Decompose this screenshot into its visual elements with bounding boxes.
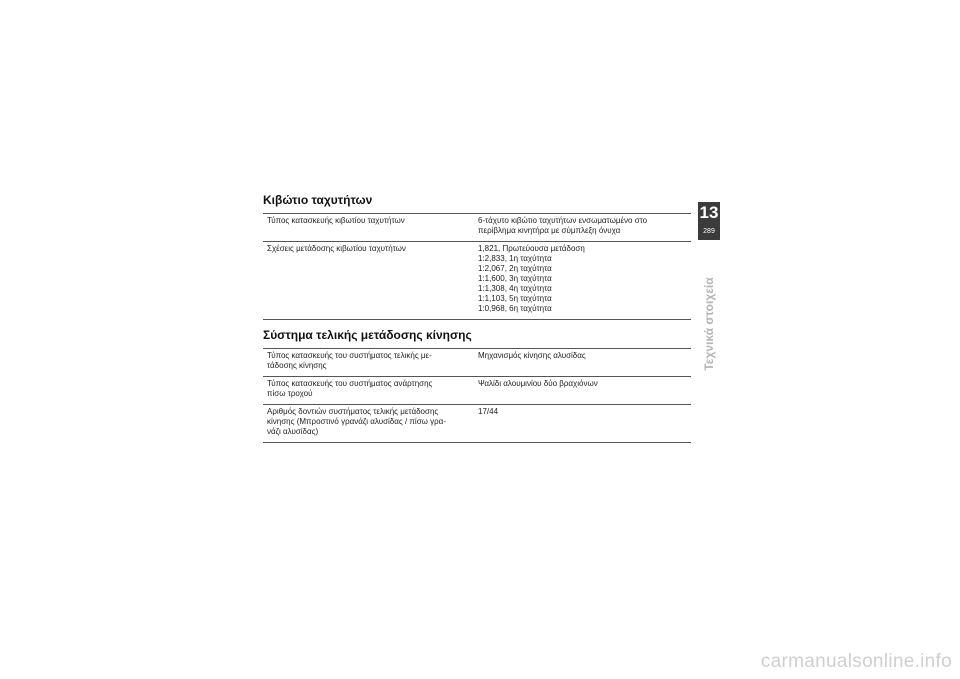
spec-label: Αριθμός δοντιών συστήματος τελικής μετάδοσης κίνησης (Μπροστινό γρανάζι αλυσίδας / πίσω γρα- νάζι αλυσίδας) — [267, 407, 446, 436]
section-title-final-drive: Σύστημα τελικής μετάδοσης κίνησης — [263, 328, 472, 342]
chapter-number: 13 — [699, 203, 719, 222]
gearbox-spec-table — [263, 213, 691, 320]
spec-label: Τύπος κατασκευής του συστήματος τελικής με- τάδοσης κίνησης — [267, 351, 432, 370]
spec-value: Ψαλίδι αλουμινίου δύο βραχιόνων — [478, 379, 598, 388]
spec-value: 6-τάχυτο κιβώτιο ταχυτήτων ενσωματωμένο στο περίβλημα κινητήρα με σύμπλεξη όνυχα — [478, 216, 648, 235]
spec-label: Τύπος κατασκευής του συστήματος ανάρτησης πίσω τροχού — [267, 379, 433, 398]
table-row — [263, 377, 691, 405]
spec-value: 17/44 — [478, 407, 499, 416]
page-content — [263, 193, 691, 443]
page-number: 289 — [703, 228, 715, 235]
final-drive-spec-table — [263, 348, 691, 443]
spec-value: 1,821, Πρωτεύουσα μετάδοση 1:2,833, 1η ταχύτητα 1:2,067, 2η ταχύτητα 1:1,600, 3η ταχύτητα 1:1,308, 4η ταχύτητα 1:1,103, 5η ταχύτητα 1:0,968, 6η ταχύτητα — [478, 244, 585, 313]
table-row — [263, 242, 691, 320]
chapter-title: Τεχνικά στοιχεία — [702, 277, 716, 371]
table-row — [263, 405, 691, 443]
section-title-gearbox: Κιβώτιο ταχυτήτων — [263, 193, 373, 207]
table-row — [263, 349, 691, 377]
spec-label: Τύπος κατασκευής κιβωτίου ταχυτήτων — [267, 216, 405, 225]
table-row — [263, 214, 691, 242]
spec-value: Μηχανισμός κίνησης αλυσίδας — [478, 351, 586, 360]
watermark: carmanualsonline.info — [760, 651, 952, 672]
spec-label: Σχέσεις μετάδοσης κιβωτίου ταχυτήτων — [267, 244, 406, 253]
chapter-tab — [698, 202, 720, 240]
